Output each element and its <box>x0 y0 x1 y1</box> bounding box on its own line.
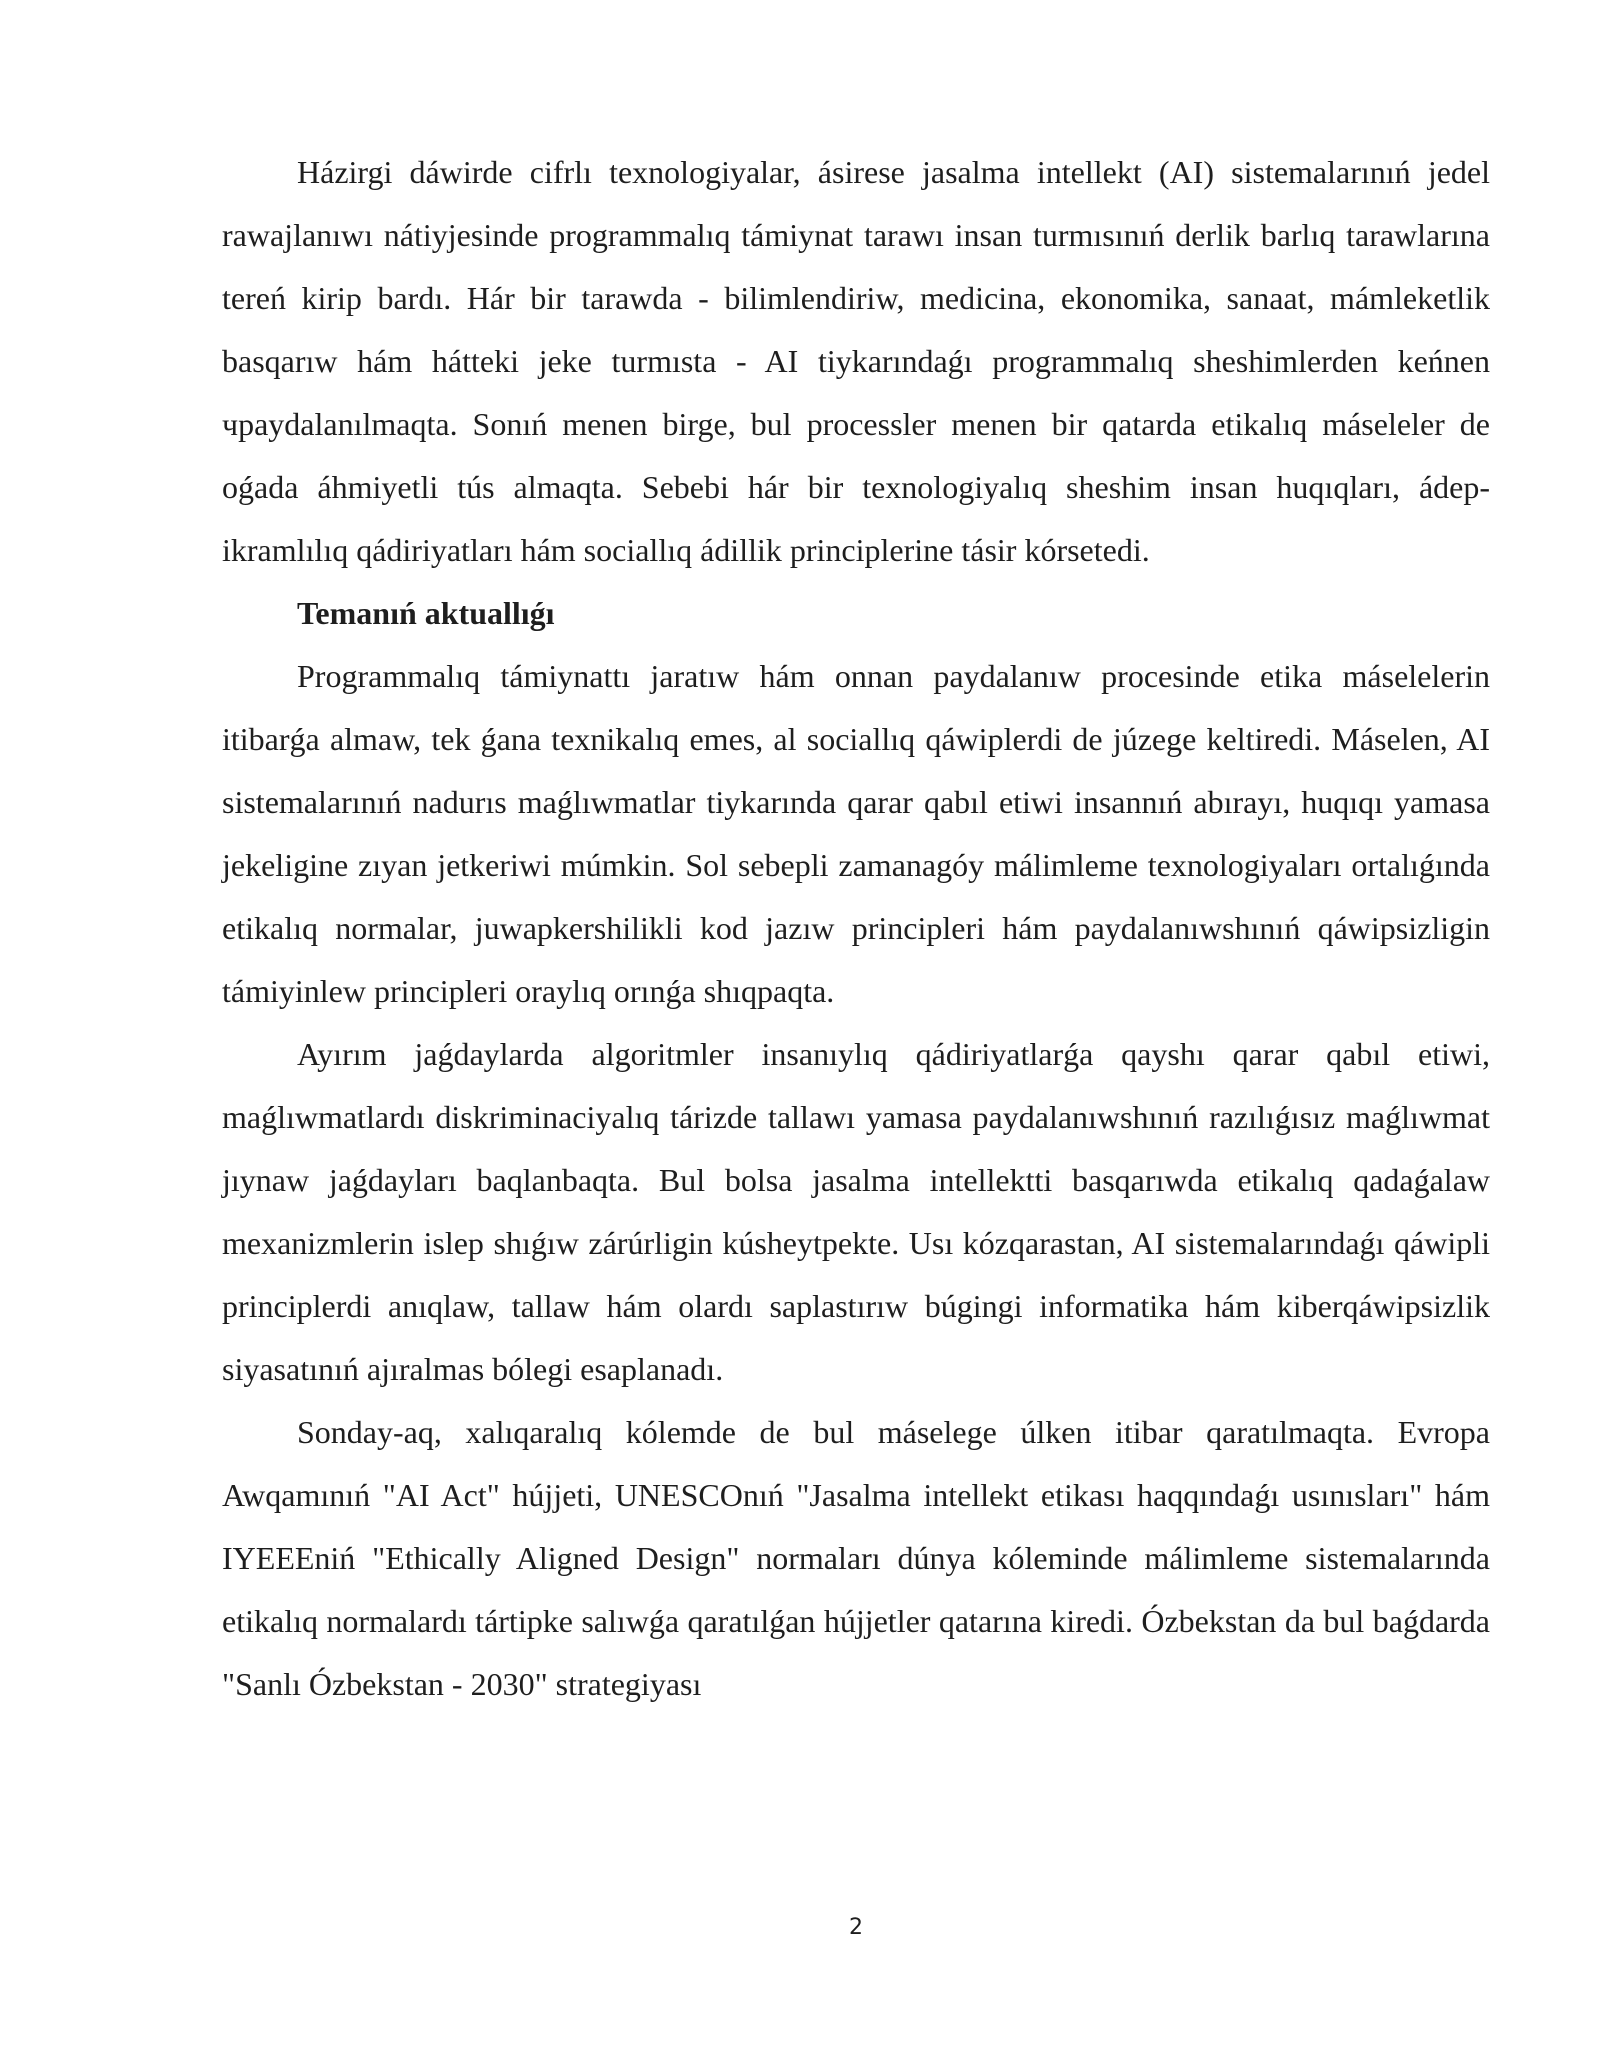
page-number: 2 <box>849 1915 863 1940</box>
intro-paragraph: Házirgi dáwirde cifrlı texnologiyalar, ásirese jasalma intellekt (AI) sistemalarınıń jedel rawajlanıwı nátiyjesinde programmalıq támiynat tarawı insan turmısınıń derlik barlıq tarawlarına tereń kirip bardı. Hár bir tarawda - bilimlendiriw, medicina, ekonomika, sanaat, mámleketlik basqarıw hám hátteki jeke turmısta - AI tiykarındaǵı programmalıq sheshimlerden keńnen чpaydalanılmaqta. Sonıń menen birge, bul processler menen bir qatarda etikalıq máseleler de oǵada áhmiyetli tús almaqta. Sebebi hár bir texnologiyalıq sheshim insan huqıqları, ádep-ikramlılıq qádiriyatları hám sociallıq ádillik principlerine tásir kórsetedi. <box>222 154 1490 568</box>
body-paragraph-2: Ayırım jaǵdaylarda algoritmler insanıylıq qádiriyatlarǵa qayshı qarar qabıl etiwi, maǵlıwmatlardı diskriminaciyalıq tárizde tallawı yamasa paydalanıwshınıń razılıǵısız maǵlıwmat jıynaw jaǵdayları baqlanbaqta. Bul bolsa jasalma intellektti basqarıwda etikalıq qadaǵalaw mexanizmlerin islep shıǵıw zárúrligin kúsheytpekte. Usı kózqarastan, AI sistemalarındaǵı qáwipli principlerdi anıqlaw, tallaw hám olardı saplastırıw búgingi informatika hám kiberqáwipsizlik siyasatınıń ajıralmas bólegi esaplanadı. <box>222 1036 1490 1387</box>
body-paragraph-1: Programmalıq támiynattı jaratıw hám onnan paydalanıw procesinde etika máselelerin itibarǵa almaw, tek ǵana texnikalıq emes, al sociallıq qáwiplerdi de júzege keltiredi. Máselen, AI sistemalarınıń nadurıs maǵlıwmatlar tiykarında qarar qabıl etiwi insannıń abırayı, huqıqı yamasa jekeligine zıyan jetkeriwi múmkin. Sol sebepli zamanagóy málimleme texnologiyaları ortalıǵında etikalıq normalar, juwapkershilikli kod jazıw principleri hám paydalanıwshınıń qáwipsizligin támiyinlew principleri oraylıq orınǵa shıqpaqta. <box>222 658 1490 1009</box>
section-heading: Temanıń aktuallıǵı <box>297 595 555 631</box>
document-body <box>222 141 1490 1716</box>
body-paragraph-3: Sonday-aq, xalıqaralıq kólemde de bul máselege úlken itibar qaratılmaqta. Evropa Awqamınıń "AI Act" hújjeti, UNESCOnıń "Jasalma intellekt etikası haqqındaǵı usınısları" hám IYEEEniń "Ethically Aligned Design" normaları dúnya kóleminde málimleme sistemalarında etikalıq normalardı tártipke salıwǵa qaratılǵan hújjetler qatarına kiredi. Ózbekstan da bul baǵdarda "Sanlı Ózbekstan - 2030" strategiyası <box>222 1414 1490 1702</box>
